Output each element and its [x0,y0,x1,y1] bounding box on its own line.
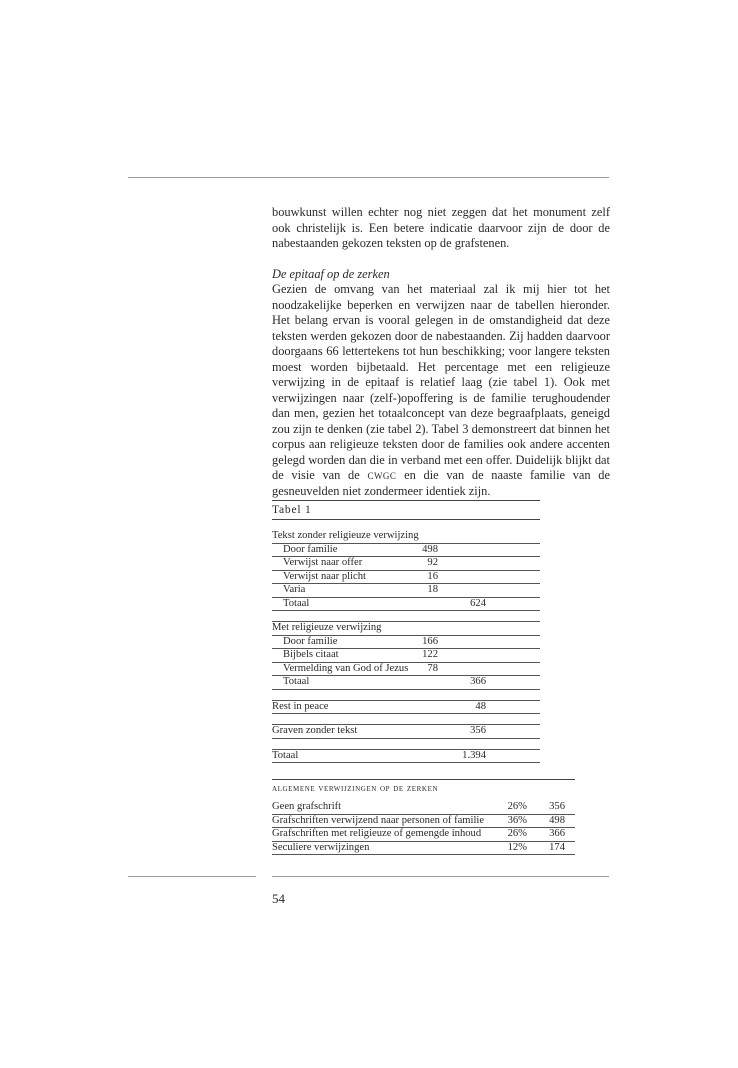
table-row [272,544,540,558]
table-group-header [272,622,540,636]
row-label: Door familie [283,635,338,647]
table-1 [272,500,540,763]
paragraph [272,282,610,499]
section-heading: De epitaaf op de zerken [272,266,390,281]
paragraph: bouwkunst willen echter nog niet zeggen dat het monument zelf ook christelijk is. Een betere indicatie daarvoor zijn de door de nabestaanden gekozen teksten op de grafstenen. [272,205,610,250]
table-caption [272,500,540,520]
total-label: Totaal [272,749,299,761]
table-row-graven [272,725,540,739]
group-label: Tekst zonder religieuze verwijzing [272,530,419,541]
abbreviation: cwgc [367,468,397,482]
row-percentage: 26% [507,828,527,839]
row-value: 16 [427,570,438,582]
footer-rule-left [128,876,256,877]
row-label: Geen grafschrift [272,801,342,812]
row-value: 18 [427,584,438,595]
row-value: 166 [422,635,438,647]
row-label: Graven zonder tekst [272,725,358,736]
row-label: Varia [283,584,306,595]
total-value: 366 [470,676,486,687]
row-percentage: 26% [507,801,527,812]
row-value: 174 [549,841,565,853]
table-row [272,815,575,829]
row-value: 356 [549,801,565,812]
table-spacer [272,690,540,701]
table-row [272,842,575,856]
row-label: Seculiere verwijzingen [272,841,370,853]
body-text [272,205,610,499]
total-label: Totaal [283,597,310,609]
row-label: Vermelding van God of Jezus [283,662,409,674]
table-grand-total-row [272,750,540,764]
table-row [272,636,540,650]
row-value: 92 [427,557,438,568]
row-label: Verwijst naar plicht [283,570,366,582]
row-label: Rest in peace [272,700,329,712]
paragraph-text: en die van de naaste familie van de gesneuvelden niet zondermeer identiek zijn. [272,468,610,498]
table-row [272,828,575,842]
table-caption-text: Tabel 1 [272,504,312,516]
table-spacer [272,739,540,750]
row-percentage: 12% [507,841,527,853]
table-row [272,649,540,663]
table-spacer [272,714,540,725]
row-value: 122 [422,649,438,660]
total-value: 1.394 [462,749,486,761]
table-row [272,801,575,815]
group-label: Met religieuze verwijzing [272,622,382,633]
row-value: 78 [427,662,438,674]
table-row-rest [272,701,540,715]
page-number: 54 [272,891,285,906]
row-value: 48 [475,700,486,712]
total-label: Totaal [283,676,310,687]
footer-rule-right [272,876,609,877]
row-value: 366 [549,828,565,839]
table-total-row [272,598,540,612]
row-value: 498 [422,543,438,555]
row-percentage: 36% [507,814,527,826]
table-row [272,557,540,571]
row-label: Grafschriften verwijzend naar personen of familie [272,814,485,826]
row-value: 498 [549,814,565,826]
row-value: 356 [470,725,486,736]
total-value: 624 [470,597,486,609]
table-total-row [272,676,540,690]
paragraph-text: Gezien de omvang van het materiaal zal ik mij hier tot het noodzakelijke beperken en verwijzen naar de tabellen hieronder. Het belang ervan is vooral gelegen in de omstandigheid dat deze teksten werden gekozen door de nabestaanden. Zij hadden daarvoor doorgaans 66 lettertekens tot hun beschikking; voor langere teksten moest worden bijbetaald. Het percentage met een religieuze verwijzing in de epitaaf is relatief laag (zie tabel 1). Ook met verwijzingen naar (zelf-)opoffering is de familie terughoudender dan men, gezien het totaalconcept van deze begraafplaats, geneigd zou zijn te denken (zie tabel 2). Tabel 3 demonstreert dat binnen het corpus aan religieuze teksten door de families ook andere accenten gelegd worden dan die in verband met een offer. Duidelijk blijkt dat de visie van de [272,282,610,482]
table-row [272,663,540,677]
header-rule [128,177,609,178]
table-spacer [272,611,540,622]
table-2 [272,779,575,855]
table-title: algemene verwijzingen op de zerken [272,779,575,801]
row-label: Grafschriften met religieuze of gemengde inhoud [272,828,482,839]
row-label: Bijbels citaat [283,649,339,660]
table-row [272,571,540,585]
table-group-header [272,530,540,544]
row-label: Door familie [283,543,338,555]
row-label: Verwijst naar offer [283,557,363,568]
table-row [272,584,540,598]
